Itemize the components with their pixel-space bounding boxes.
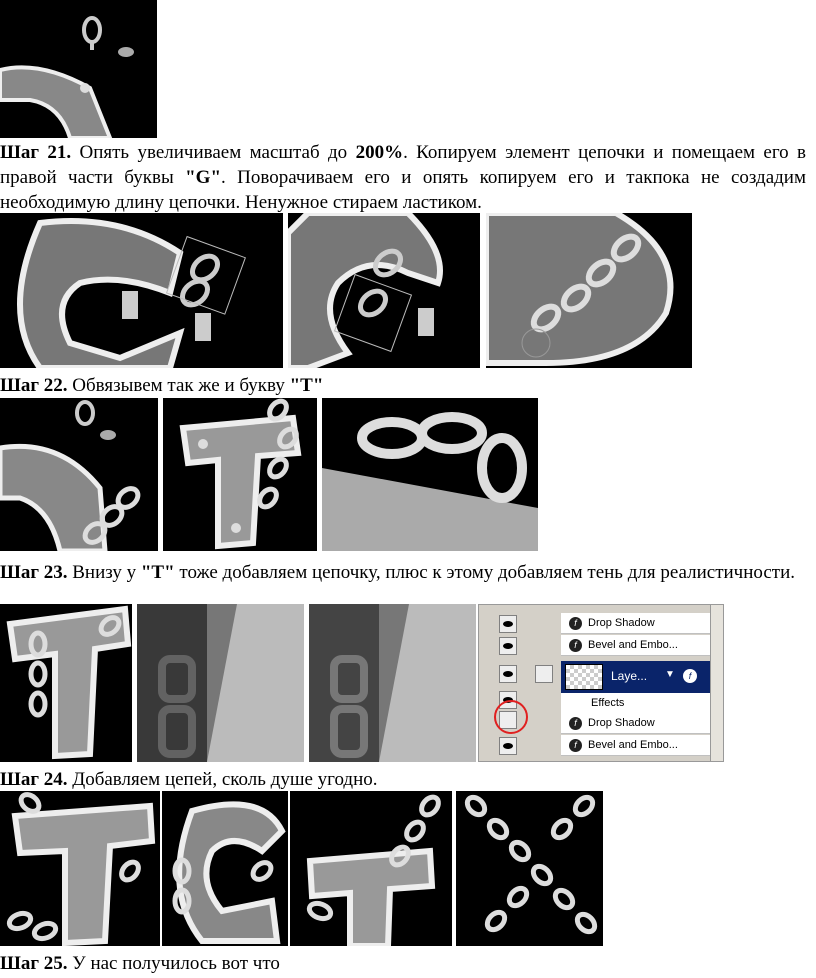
layer-effect-row[interactable]: f Bevel and Embo... [561, 735, 721, 756]
chain-detail-image [0, 0, 157, 138]
fx-icon: f [569, 639, 582, 652]
layer-name: Laye... [611, 669, 648, 683]
step24-text: Добавляем цепей, сколь душе угодно. [67, 769, 378, 790]
step23-bold: "T" [140, 562, 175, 583]
step25-line [0, 951, 280, 976]
step21-paragraph [0, 140, 806, 215]
step21-bold-a: 200% [355, 142, 404, 163]
eye-icon[interactable] [499, 665, 517, 683]
step24-label: Шаг 24. [0, 769, 68, 790]
step23-text-a: Внизу у [67, 562, 141, 583]
step21-image-3 [486, 213, 692, 368]
step25-label: Шаг 25. [0, 953, 68, 974]
visibility-column [479, 605, 533, 762]
step21-text-b: . Копируем элемент цепочки и помещаем его в правой части буквы [0, 142, 806, 188]
step21-bold-b: "G" [185, 167, 222, 188]
step21-text-c: . Поворачиваем его и опять копируем его и такпока не создадим необходимую длину цепочки. Ненужное стираем ластиком. [0, 167, 806, 213]
fx-icon: f [683, 669, 697, 683]
eye-icon[interactable] [499, 637, 517, 655]
layer-thumbnail [565, 664, 603, 690]
layers-scrollbar[interactable] [710, 605, 723, 762]
expand-arrow-icon[interactable]: ▼ [665, 669, 675, 680]
step24-line [0, 767, 378, 792]
layer-effect-row[interactable]: f Bevel and Embo... [561, 635, 721, 656]
step23-image-1 [0, 604, 132, 762]
step21-image-2 [288, 213, 480, 368]
step23-paragraph [0, 560, 806, 585]
step21-image-1 [0, 213, 283, 368]
step22-image-3 [322, 398, 538, 551]
layer-effect-row[interactable]: f Drop Shadow [561, 713, 721, 734]
fx-icon: f [569, 717, 582, 730]
step23-label: Шаг 23. [0, 562, 68, 583]
fx-icon: f [569, 739, 582, 752]
step22-line [0, 373, 323, 398]
eye-icon[interactable] [499, 615, 517, 633]
layers-panel [478, 604, 724, 762]
step22-bold: "T" [289, 375, 324, 396]
step25-text: У нас получилось вот что [67, 953, 280, 974]
highlight-circle [494, 700, 528, 734]
step24-image-1 [0, 791, 160, 946]
layer-effect-row[interactable]: f Drop Shadow [561, 613, 721, 634]
step21-label: Шаг 21. [0, 142, 72, 163]
step22-image-1 [0, 398, 158, 551]
step23-image-2 [137, 604, 304, 762]
step23-text-b: тоже добавляем цепочку, плюс к этому добавляем тень для реалистичности. [174, 562, 796, 583]
step24-image-4 [456, 791, 603, 946]
brush-icon [535, 665, 553, 683]
step23-image-3 [309, 604, 476, 762]
step22-label: Шаг 22. [0, 375, 68, 396]
step21-text-a: Опять увеличиваем масштаб до [71, 142, 356, 163]
step22-text: Обвязывем так же и букву [67, 375, 290, 396]
step22-image-2 [163, 398, 317, 551]
effects-row[interactable]: Effects [561, 693, 721, 714]
fx-icon: f [569, 617, 582, 630]
eye-icon[interactable] [499, 737, 517, 755]
step24-image-2 [162, 791, 288, 946]
selected-layer-row[interactable] [561, 661, 721, 693]
step24-image-3 [290, 791, 452, 946]
